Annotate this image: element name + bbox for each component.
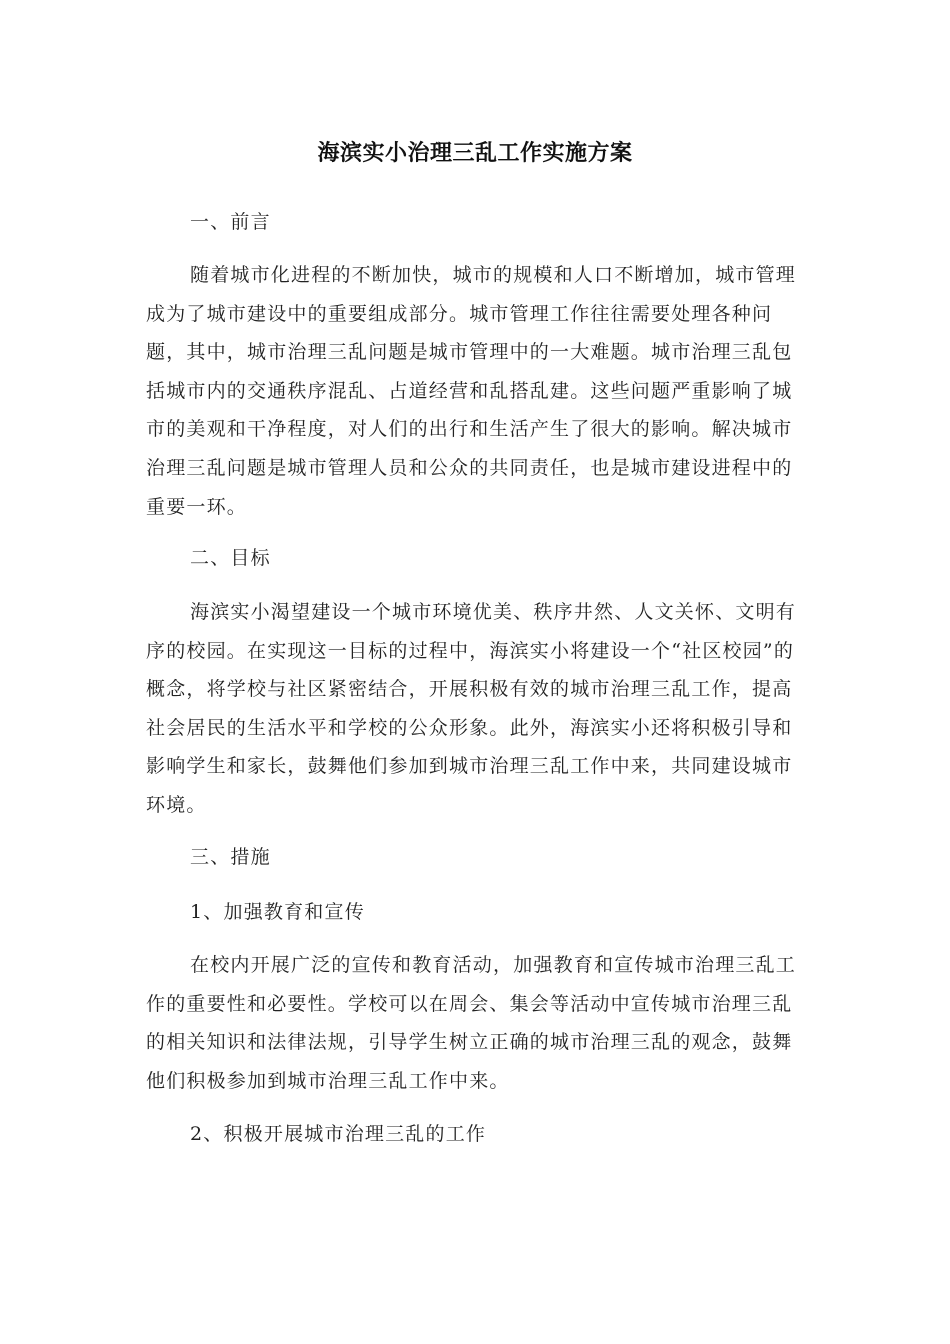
section-paragraph-goal: 海滨实小渴望建设一个城市环境优美、秩序井然、人文关怀、文明有序的校园。在实现这一目标的过程中，海滨实小将建设一个“社区校园”的概念，将学校与社区紧密结合，开展积极有效的城市治理三乱工作，提高社会居民的生活水平和学校的公众形象。此外，海滨实小还将积极引导和影响学生和家长，鼓舞他们参加到城市治理三乱工作中来，共同建设城市环境。 bbox=[146, 601, 797, 816]
section-heading-goal: 二、目标 bbox=[190, 547, 271, 569]
subsection-paragraph-education: 在校内开展广泛的宣传和教育活动，加强教育和宣传城市治理三乱工作的重要性和必要性。学校可以在周会、集会等活动中宣传城市治理三乱的相关知识和法律法规，引导学生树立正确的城市治理三乱的观念，鼓舞他们积极参加到城市治理三乱工作中来。 bbox=[146, 954, 797, 1092]
section-heading-measures: 三、措施 bbox=[190, 846, 271, 868]
section-heading-preface: 一、前言 bbox=[190, 211, 271, 233]
subsection-heading-governance-work: 2、积极开展城市治理三乱的工作 bbox=[190, 1123, 487, 1145]
section-paragraph-preface: 随着城市化进程的不断加快，城市的规模和人口不断增加，城市管理成为了城市建设中的重要组成部分。城市管理工作往往需要处理各种问题，其中，城市治理三乱问题是城市管理中的一大难题。城市治理三乱包括城市内的交通秩序混乱、占道经营和乱搭乱建。这些问题严重影响了城市的美观和干净程度，对人们的出行和生活产生了很大的影响。解决城市治理三乱问题是城市管理人员和公众的共同责任，也是城市建设进程中的重要一环。 bbox=[146, 264, 797, 518]
subsection-heading-education: 1、加强教育和宣传 bbox=[190, 901, 365, 923]
document-title: 海滨实小治理三乱工作实施方案 bbox=[317, 141, 633, 166]
